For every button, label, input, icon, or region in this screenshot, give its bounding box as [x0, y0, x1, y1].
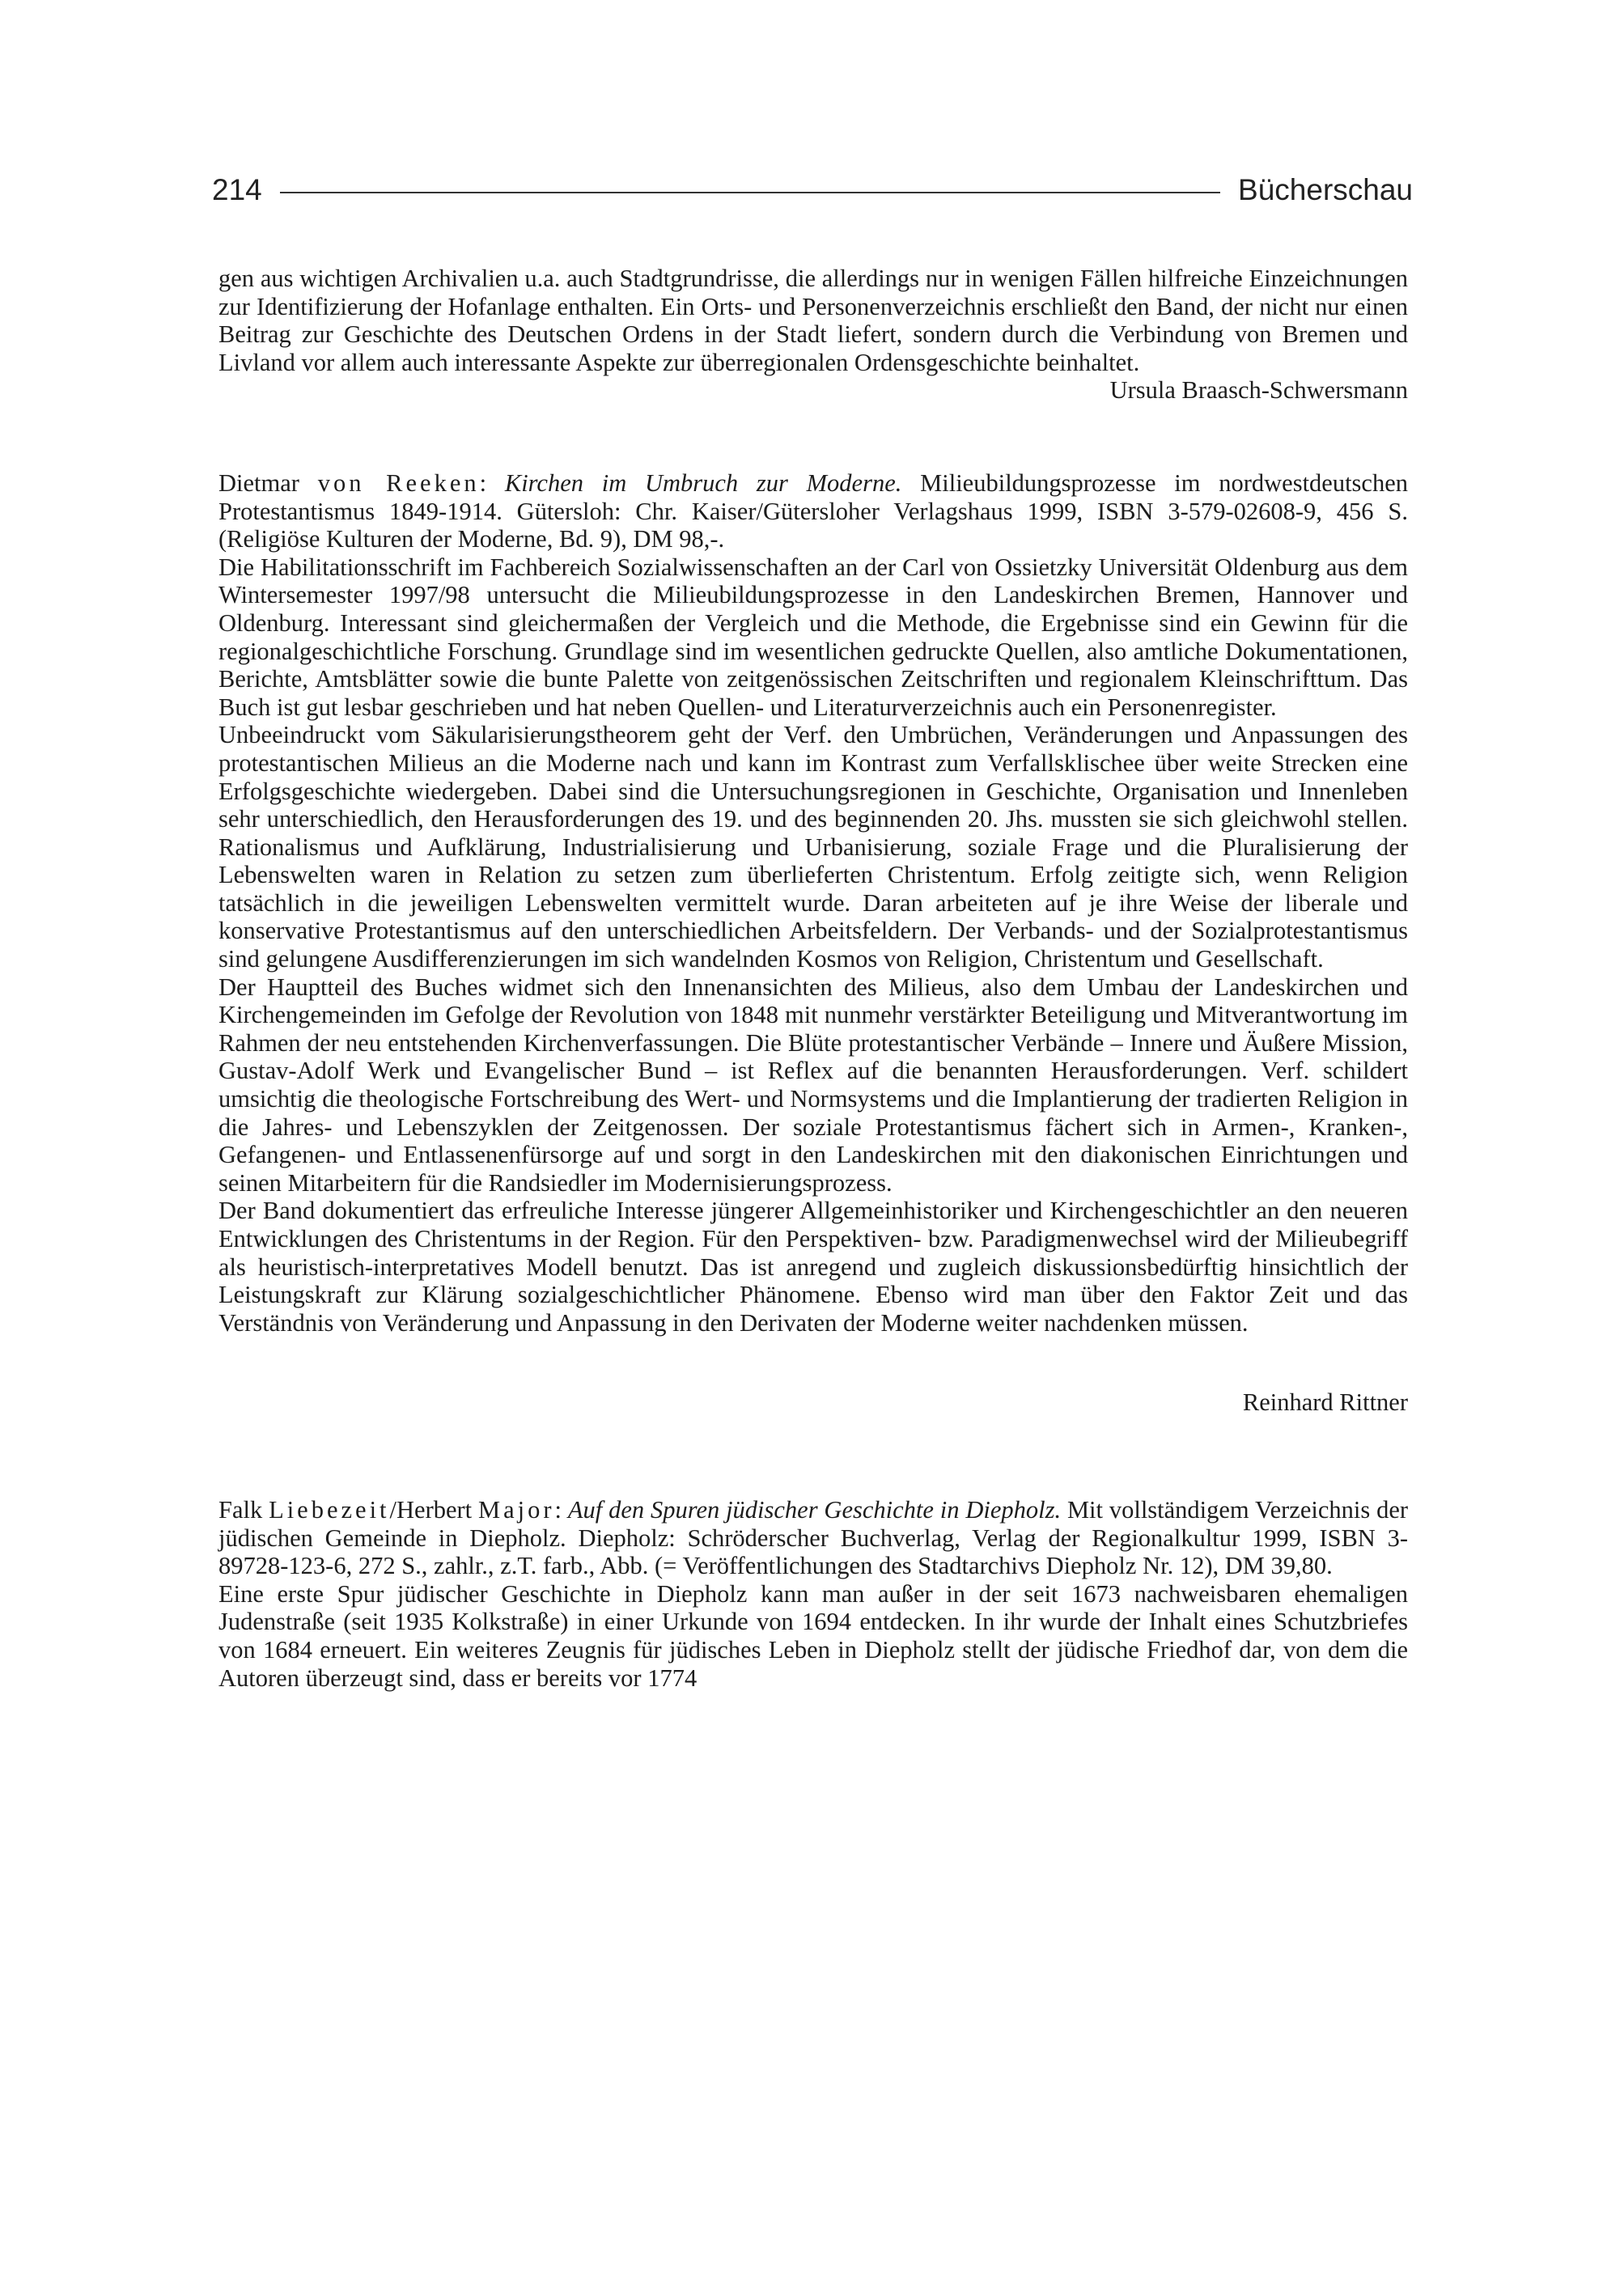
- book-bibliography: Mit vollständigem Verzeichnis der jüdischen Gemeinde in Diepholz. Diepholz: Schröderscher Buchverlag, Verlag der Regionalkultur 1999, ISBN 3-89728-123-6, 272 S., zahlr., z.T. farb., Abb. (= Veröffentlichungen des Stadtarchivs Diepholz Nr. 12), DM 39,80.: [218, 1495, 1409, 1580]
- author-first-name: Herbert: [396, 1495, 473, 1524]
- review-citation: Dietmar von Reeken: Kirchen im Umbruch zur Moderne. Milieubildungsprozesse im nordwestdeutschen Protestantismus 1849-1914. Gütersloh: Chr. Kaiser/Gütersloher Verlagshaus 1999, ISBN 3-579-02608-9, 456 S. (Religiöse Kulturen der Moderne, Bd. 9), DM 98,-.: [218, 468, 1408, 553]
- reviewer-signature: Reinhard Rittner: [1242, 1388, 1408, 1417]
- review-citation: Falk Liebezeit/Herbert Major: Auf den Spuren jüdischer Geschichte in Diepholz. Mit vollständigem Verzeichnis der jüdischen Gemeinde in Diepholz. Diepholz: Schröderscher Buchverlag, Verlag der Regionalkultur 1999, ISBN 3-89728-123-6, 272 S., zahlr., z.T. farb., Abb. (= Veröffentlichungen des Stadtarchivs Diepholz Nr. 12), DM 39,80.: [218, 1495, 1409, 1580]
- book-bibliography: Milieubildungsprozesse im nordwestdeutschen Protestantismus 1849-1914. Gütersloh: Chr. Kaiser/Gütersloher Verlagshaus 1999, ISBN 3-579-02608-9, 456 S. (Religiöse Kulturen der Moderne, Bd. 9), DM 98,-.: [218, 468, 1408, 553]
- header-rule: [280, 192, 1220, 193]
- author-first-name: Falk: [218, 1495, 263, 1524]
- review-paragraph: Der Hauptteil des Buches widmet sich den Innenansichten des Milieus, also dem Umbau der Landeskirchen und Kirchengemeinden im Gefolge der Revolution von 1848 mit nunmehr verstärkter Beteiligung und Mitverantwortung im Rahmen der neu entstehenden Kirchenverfassungen. Die Blüte protestantischer Verbände – Innere und Äußere Mission, Gustav-Adolf Werk und Evangelischer Bund – ist Reflex auf die benannten Herausforderungen. Verf. schildert umsichtig die theologische Fortschreibung des Wert- und Normsystems und die Implantierung der tradierten Religion in die Jahres- und Lebenszyklen der Zeitgenossen. Der soziale Protestantismus fächert sich in Armen-, Kranken-, Gefangenen- und Entlassenenfürsorge auf und sorgt in den Landeskirchen mit den diakonischen Einrichtungen und seinen Mitarbeitern für die Randsiedler im Modernisierungsprozess.: [218, 973, 1408, 1197]
- author-last-name: Liebezeit: [269, 1495, 390, 1524]
- section-spacer: [218, 405, 1408, 469]
- author-separator: /: [389, 1495, 397, 1524]
- page-body: [218, 265, 1408, 1692]
- reviewer-signature: Ursula Braasch-Schwersmann: [1109, 376, 1408, 405]
- running-head: [212, 166, 1413, 214]
- signature-spacer: [218, 1337, 1408, 1388]
- review-paragraph: Eine erste Spur jüdischer Geschichte in Diepholz kann man außer in der seit 1673 nachweisbaren ehemaligen Judenstraße (seit 1935 Kolkstraße) in einer Urkunde von 1694 entdecken. In ihr wurde der Inhalt eines Schutzbriefes von 1684 erneuert. Ein weiteres Zeugnis für jüdisches Leben in Diepholz stellt der jüdische Friedhof dar, von dem die Autoren überzeugt sind, dass er bereits vor 1774: [218, 1579, 1408, 1692]
- page-number: 214: [212, 173, 262, 206]
- section-spacer: [218, 1417, 1408, 1496]
- book-title: Auf den Spuren jüdischer Geschichte in Diepholz.: [567, 1495, 1062, 1524]
- section-title: Bücherschau: [1238, 173, 1413, 206]
- review-paragraph: Unbeeindruckt vom Säkularisierungstheorem geht der Verf. den Umbrüchen, Veränderungen und Anpassungen des protestantischen Milieus an die Moderne nach und kann im Kontrast zum Verfallsklischee über weite Strecken eine Erfolgsgeschichte wiedergeben. Dabei sind die Untersuchungsregionen in Geschichte, Organisation und Innenleben sehr unterschiedlich, den Herausforderungen des 19. und des beginnenden 20. Jhs. mussten sie sich gleichwohl stellen. Rationalismus und Aufklärung, Industrialisierung und Urbanisierung, soziale Frage und die Pluralisierung der Lebenswelten waren in Relation zu setzen zum überlieferten Christentum. Erfolg zeitigte sich, wenn Religion tatsächlich in die jeweiligen Lebenswelten vermittelt wurde. Daran arbeiteten auf je ihre Weise der liberale und konservative Protestantismus auf den unterschiedlichen Arbeitsfeldern. Der Verbands- und der Sozialprotestantismus sind gelungene Ausdifferenzierungen im sich wandelnden Kosmos von Religion, Christentum und Gesellschaft.: [218, 721, 1408, 973]
- author-last-name: Major: [478, 1495, 555, 1524]
- review-paragraph: Der Band dokumentiert das erfreuliche Interesse jüngerer Allgemeinhistoriker und Kirchengeschichtler an den neueren Entwicklungen des Christentums in der Region. Für den Perspektiven- bzw. Paradigmenwechsel wird der Milieubegriff als heuristisch-interpretatives Modell benutzt. Das ist anregend und zugleich diskussionsbedürftig hinsichtlich der Leistungskraft zur Klärung sozialgeschichtlicher Phänomene. Ebenso wird man über den Faktor Zeit und das Verständnis von Veränderung und Anpassung in den Derivaten der Moderne weiter nachdenken müssen.: [218, 1197, 1408, 1337]
- review-paragraph: Die Habilitationsschrift im Fachbereich Sozialwissenschaften an der Carl von Ossietzky Universität Oldenburg aus dem Wintersemester 1997/98 untersucht die Milieubildungsprozesse in den Landeskirchen Bremen, Hannover und Oldenburg. Interessant sind gleichermaßen der Vergleich und die Methode, die Ergebnisse sind ein Gewinn für die regionalgeschichtliche Forschung. Grundlage sind im wesentlichen gedruckte Quellen, also amtliche Dokumentationen, Berichte, Amtsblätter sowie die bunte Palette von zeitgenössischen Zeitschriften und regionalem Kleinschrifttum. Das Buch ist gut lesbar geschrieben und hat neben Quellen- und Literaturverzeichnis auch ein Personenregister.: [218, 553, 1408, 721]
- author-last-name: von Reeken: [317, 468, 480, 497]
- review-continuation-text: gen aus wichtigen Archivalien u.a. auch Stadtgrundrisse, die allerdings nur in wenigen Fällen hilfreiche Einzeichnungen zur Identifizierung der Hofanlage enthalten. Ein Orts- und Personenverzeichnis erschließt den Band, der nicht nur einen Beitrag zur Geschichte des Deutschen Ordens in der Stadt liefert, sondern durch die Verbindung von Bremen und Livland vor allem auch interessante Aspekte zur überregionalen Ordensgeschichte beinhaltet.: [218, 265, 1408, 376]
- author-first-name: Dietmar: [218, 468, 299, 497]
- book-title: Kirchen im Umbruch zur Moderne.: [504, 468, 902, 497]
